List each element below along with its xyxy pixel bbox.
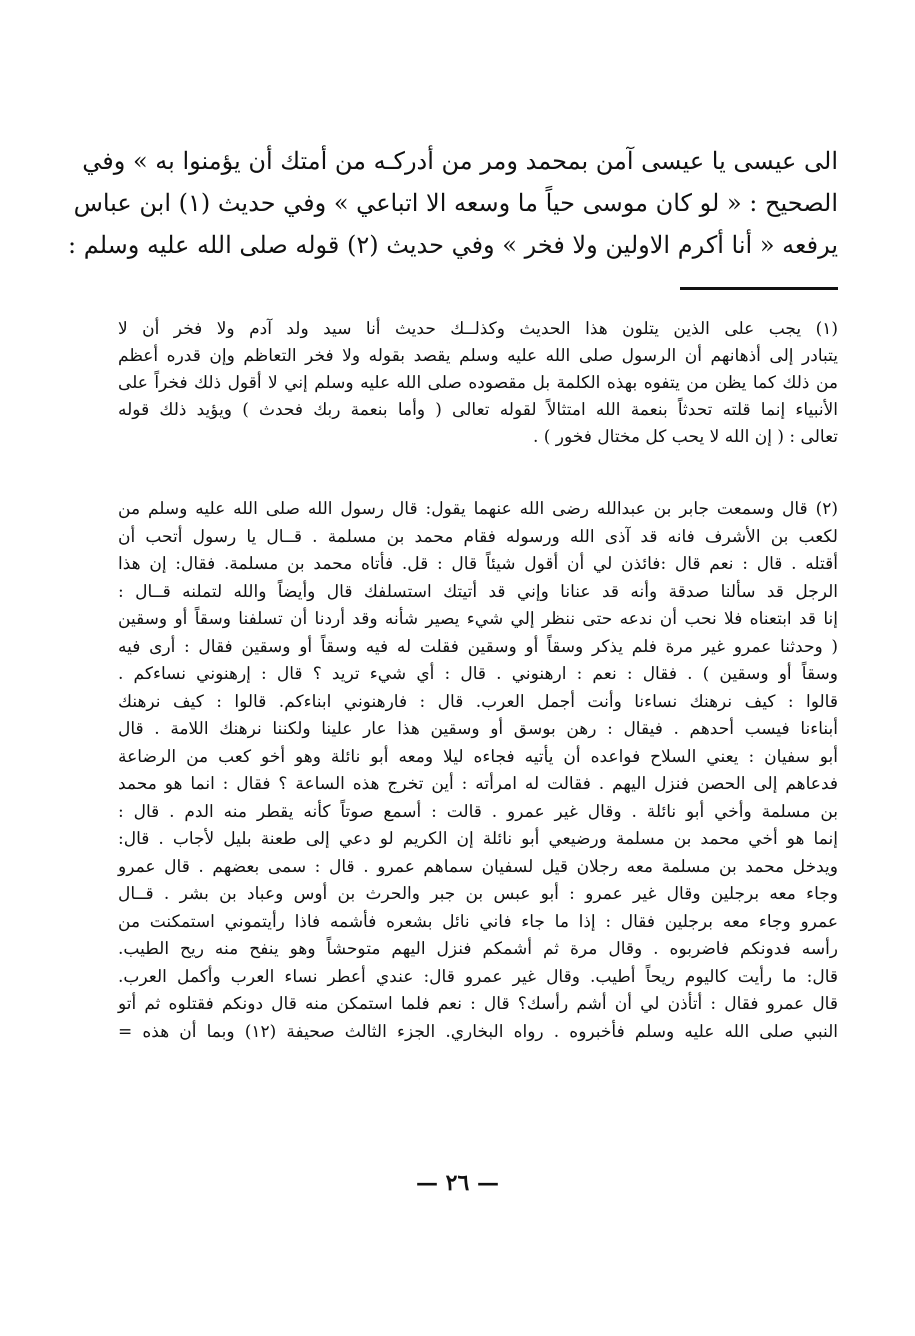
main-text-block [68,140,838,266]
footnote-line: ( وحدثنا عمرو غير مرة فلم يذكر وسقاً أو وسقين فقلت له فيه وسقاً أو وسقين فقال : أرى فيه [118,636,838,657]
main-text-line: يرفعه « أنا أكرم الاولين ولا فخر » وفي حديث (٢) قوله صلى الله عليه وسلم : [68,231,838,259]
footnote-line: تعالى : ( إن الله لا يحب كل مختال فخور ) . [532,427,838,447]
footnote-line: النبي صلى الله عليه وسلم فأخبروه . رواه البخاري. الجزء الثالث صحيفة (١٢) وبما أن هذه = [118,1021,838,1042]
footnote-separator [680,287,838,290]
footnote-line: إنا قد ابتعناه فلا نحب أن ندعه حتى ننظر إلي شيء يصير شأنه وقد أردنا أن تسلفنا وسقاً أو وسقين [118,609,838,629]
page-number: — ٢٦ — [416,1170,499,1196]
footnote-line: قال: ما رأيت كاليوم ريحاً أطيب. وقال غير عمرو قال: عندي أعطر نساء العرب وأكمل العرب. [118,966,838,987]
footnote-line: أبناءنا فيسب أحدهم . فيقال : رهن بوسق أو وسقين هذا عار علينا ولكننا نرهنك اللامة . قال [118,719,838,739]
footnote-line: وجاء معه برجلين وقال غير عمرو : أبو عبس بن جبر والحرث بن أوس وعباد بن بشر . قــال [118,884,838,904]
main-text-line: الى عيسى يا عيسى آمن بمحمد ومر من أدركـه من أمتك أن يؤمنوا به » وفي [82,147,838,175]
footnote-line: قال عمرو فقال : أتأذن لي أن أشم رأسك؟ قال : نعم فلما استمكن منه قال دونكم فقتلوه ثم أتو [118,994,838,1014]
footnote-line: (٢) قال وسمعت جابر بن عبدالله رضى الله عنهما يقول: قال رسول الله صلى الله عليه وسلم من [118,499,838,519]
footnote-line: رأسه فدونكم فاضربوه . وقال مرة ثم أشمكم فنزل اليهم متوحشاً وهو ينفح منه ريح الطيب. [118,939,838,959]
footnote-1 [118,316,838,451]
footnote-line: لكعب بن الأشرف فانه قد آذى الله ورسوله فقام محمد بن مسلمة . قــال يا رسول أتحب أن [118,526,838,547]
footnote-line: الرجل قد سألنا صدقة وأنه قد عنانا وإني قد أتيتك استسلفك قال وأيضاً والله لتملنه قــال : [118,581,838,602]
footnote-2 [118,496,838,1046]
footnote-line: بن مسلمة وأخي أبو نائلة . وقال غير عمرو . قالت : أسمع صوتاً كأنه يقطر منه الدم . قال : [118,801,838,822]
footnote-line: فدعاهم إلى الحصن فنزل اليهم . فقالت له امرأته : أين تخرج هذه الساعة ؟ فقال : انما هو محمد [118,774,838,794]
footnote-line: (١) يجب على الذين يتلون هذا الحديث وكذلــك حديث أنا سيد ولد آدم ولا فخر أن لا [118,319,838,339]
main-text-line: الصحيح : « لو كان موسى حياً ما وسعه الا اتباعي » وفي حديث (١) ابن عباس [73,189,838,217]
footnote-line: عمرو وجاء معه برجلين فقال : إذا ما جاء فاني نائل بشعره فأشمه فاذا رأيتموني استمكنت من [118,911,838,932]
footnote-line: ويدخل محمد بن مسلمة معه رجلان قيل لسفيان سماهم عمرو . قال : سمى بعضهم . قال عمرو [118,856,838,877]
footnote-line: أقتله . قال : نعم قال :فائذن لي أن أقول شيئاً قال : قل. فأتاه محمد بن مسلمة. فقال: إن هذا [118,554,838,574]
footnote-line: الأنبياء إنما قلته تحدثاً بنعمة الله امتثالاً لقوله تعالى ( وأما بنعمة ربك فحدث ) ويؤيد ذلك قوله [118,400,838,420]
footnote-line: أبو سفيان : يعني السلاح فواعده أن يأتيه فجاءه ليلا ومعه أبو نائلة وهو أخو كعب من الرضاعة [118,746,838,767]
footnote-line: يتبادر إلى أذهانهم أن الرسول صلى الله عليه وسلم يقصد بقوله ولا فخر التعاظم وإن قدره أعظم [118,346,838,366]
footnote-line: قالوا : كيف نرهنك نساءنا وأنت أجمل العرب. قال : فارهنوني ابناءكم. قالوا : كيف نرهنك [118,691,838,712]
footnote-line: من ذلك كما يظن من يتفوه بهذه الكلمة بل مقصوده صلى الله عليه وسلم إني لا أقول ذلك فخراً على [118,373,838,393]
footnote-line: وسقاً أو وسقين ) . فقال : نعم : ارهنوني . قال : أي شيء تريد ؟ قال : إرهنوني نساءكم . [118,664,838,684]
footnote-line: إنما هو أخي محمد بن مسلمة ورضيعي أبو نائلة إن الكريم لو دعي إلى طعنة بليل لأجاب . قال: [118,829,838,849]
